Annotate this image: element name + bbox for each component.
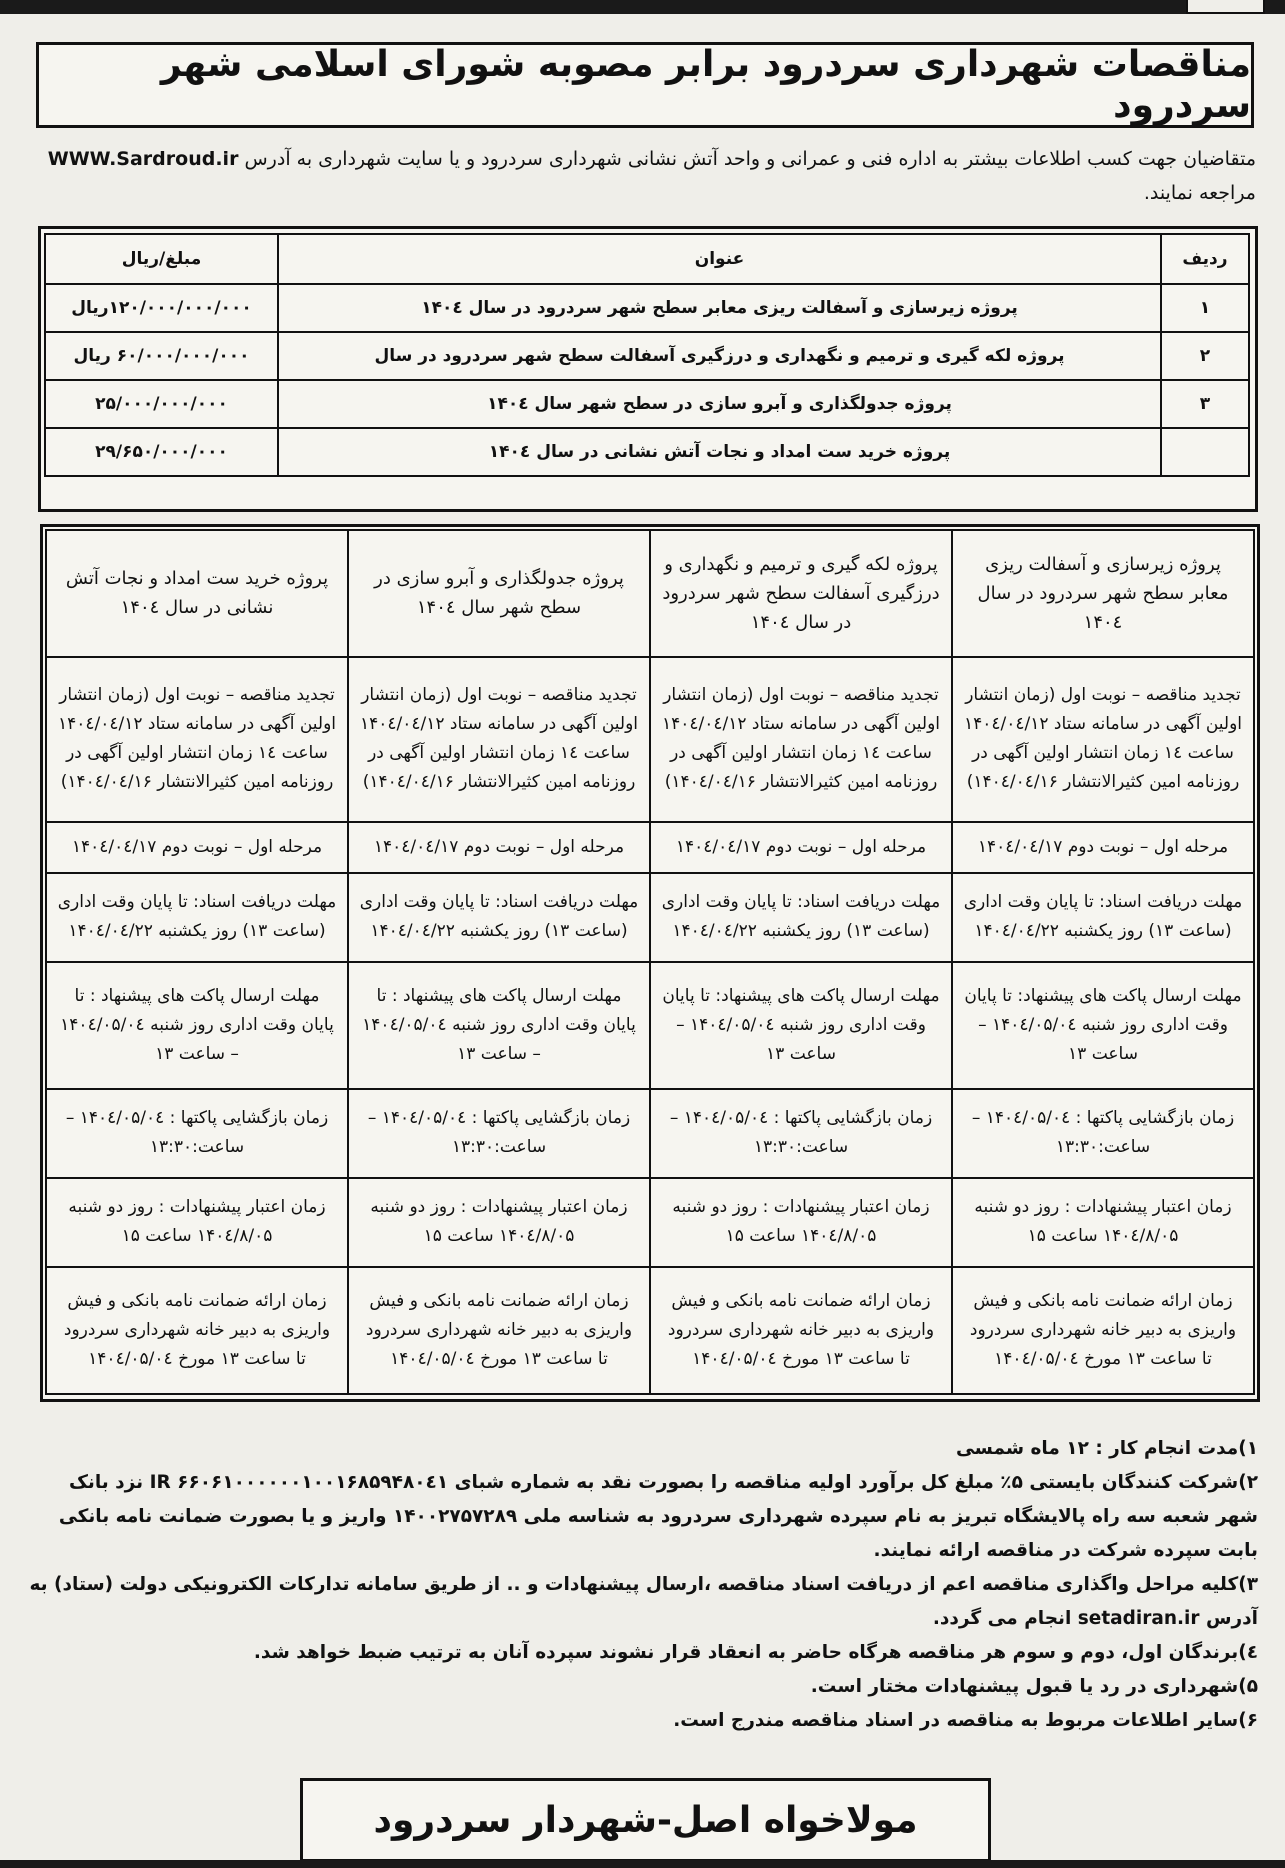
schedule-cell: زمان بازگشایی پاکتها : ۱۴۰٤/۰۵/۰٤ – ساعت:۱۳:۳۰	[650, 1089, 952, 1178]
schedule-cell: مهلت ارسال پاکت های پیشنهاد : تا پایان وقت اداری روز شنبه ۱۴۰٤/۰۵/۰٤ – ساعت ۱۳	[46, 962, 348, 1089]
intro-text-end: مراجعه نمایند.	[1143, 182, 1256, 204]
setad-link[interactable]: setadiran.ir	[1077, 1608, 1200, 1629]
note-setad-end: انجام می گردد.	[932, 1608, 1072, 1629]
schedule-cell: زمان ارائه ضمانت نامه بانکی و فیش واریزی به دبیر خانه شهرداری سردرود تا ساعت ۱۳ مورخ ۱۴۰٤/۰۵/۰٤	[46, 1267, 348, 1394]
row-amount: ۲۹/۶۵۰/۰۰۰/۰۰۰	[45, 428, 278, 476]
schedule-row-document-deadline	[46, 873, 1254, 962]
schedule-cell: مرحله اول – نوبت دوم ۱۴۰٤/۰٤/۱۷	[46, 822, 348, 873]
schedule-cell: زمان ارائه ضمانت نامه بانکی و فیش واریزی به دبیر خانه شهرداری سردرود تا ساعت ۱۳ مورخ ۱۴۰٤/۰۵/۰٤	[952, 1267, 1254, 1394]
signature-box	[300, 1778, 991, 1862]
top-border-strip	[0, 0, 1285, 14]
row-title: پروژه خرید ست امداد و نجات آتش نشانی در سال ۱۴۰٤	[278, 428, 1161, 476]
schedule-row-project	[46, 530, 1254, 657]
schedule-table	[45, 529, 1255, 1395]
schedule-cell: زمان اعتبار پیشنهادات : روز دو شنبه ۱۴۰٤/۸/۰۵ ساعت ۱۵	[650, 1178, 952, 1267]
schedule-cell: مهلت ارسال پاکت های پیشنهاد : تا پایان وقت اداری روز شنبه ۱۴۰٤/۰۵/۰٤ – ساعت ۱۳	[348, 962, 650, 1089]
row-amount: ۲۵/۰۰۰/۰۰۰/۰۰۰	[45, 380, 278, 428]
row-title: پروژه جدولگذاری و آبرو سازی در سطح شهر سال ۱۴۰٤	[278, 380, 1161, 428]
schedule-cell: زمان اعتبار پیشنهادات : روز دو شنبه ۱۴۰٤/۸/۰۵ ساعت ۱۵	[952, 1178, 1254, 1267]
note-setad	[28, 1568, 1258, 1636]
row-number: ۲	[1161, 332, 1249, 380]
row-title: پروژه زیرسازی و آسفالت ریزی معابر سطح شهر سردرود در سال ۱۴۰٤	[278, 284, 1161, 332]
schedule-cell: تجدید مناقصه – نوبت اول (زمان انتشار اولین آگهی در سامانه ستاد ۱۴۰٤/۰٤/۱۲ ساعت ۱٤ زمان انتشار اولین آگهی در روزنامه امین کثیرالانتشار ۱۴۰٤/۰٤/۱۶)	[952, 657, 1254, 822]
row-number	[1161, 428, 1249, 476]
schedule-cell: مرحله اول – نوبت دوم ۱۴۰٤/۰٤/۱۷	[348, 822, 650, 873]
row-title: پروژه لکه گیری و ترمیم و نگهداری و درزگیری آسفالت سطح شهر سردرود در سال	[278, 332, 1161, 380]
row-amount: ۶۰/۰۰۰/۰۰۰/۰۰۰ ریال	[45, 332, 278, 380]
header-amount: مبلغ/ریال	[45, 234, 278, 284]
note-deposit: ۲)شرکت کنندگان بایستی ۵٪ مبلغ کل برآورد اولیه مناقصه را بصورت نقد به شماره شبای IR ۶۶۰۶۱۰۰۰۰۰۰۱۰۰۱۶۸۵۹۴۸۰٤۱ نزد بانک شهر شعبه سه راه پالایشگاه تبریز به نام سپرده شهرداری سردرود به شناسه ملی ۱۴۰۰۲۷۵۷۲۸۹ واریز و یا بصورت ضمانت نامه بانکی بابت سپرده شرکت در مناقصه ارائه نمایند.	[58, 1472, 1258, 1561]
schedule-cell: تجدید مناقصه – نوبت اول (زمان انتشار اولین آگهی در سامانه ستاد ۱۴۰٤/۰٤/۱۲ ساعت ۱٤ زمان انتشار اولین آگهی در روزنامه امین کثیرالانتشار ۱۴۰٤/۰٤/۱۶)	[650, 657, 952, 822]
schedule-cell: مهلت دریافت اسناد: تا پایان وقت اداری (ساعت ۱۳) روز یکشنبه ۱۴۰٤/۰٤/۲۲	[348, 873, 650, 962]
schedule-cell: پروژه زیرسازی و آسفالت ریزی معابر سطح شهر سردرود در سال ۱۴۰٤	[952, 530, 1254, 657]
table-row	[45, 284, 1249, 332]
schedule-cell: مهلت دریافت اسناد: تا پایان وقت اداری (ساعت ۱۳) روز یکشنبه ۱۴۰٤/۰٤/۲۲	[46, 873, 348, 962]
schedule-cell: زمان ارائه ضمانت نامه بانکی و فیش واریزی به دبیر خانه شهرداری سردرود تا ساعت ۱۳ مورخ ۱۴۰٤/۰۵/۰٤	[348, 1267, 650, 1394]
schedule-cell: زمان اعتبار پیشنهادات : روز دو شنبه ۱۴۰٤/۸/۰۵ ساعت ۱۵	[348, 1178, 650, 1267]
table-row	[45, 428, 1249, 476]
note-setad-text: ۳)کلیه مراحل واگذاری مناقصه اعم از دریافت اسناد مناقصه ،ارسال پیشنهادات و .. از طریق سامانه تدارکات الکترونیکی دولت (ستاد) به آدرس	[29, 1574, 1258, 1629]
schedule-table-frame	[40, 524, 1260, 1402]
note-winners: ٤)برندگان اول، دوم و سوم هر مناقصه هرگاه حاضر به انعقاد قرار نشوند سپرده آنان به ترتیب ضبط خواهد شد.	[253, 1642, 1258, 1663]
schedule-cell: زمان بازگشایی پاکتها : ۱۴۰٤/۰۵/۰٤ – ساعت:۱۳:۳۰	[348, 1089, 650, 1178]
summary-table-header	[45, 234, 1249, 284]
schedule-cell: مرحله اول – نوبت دوم ۱۴۰٤/۰٤/۱۷	[952, 822, 1254, 873]
schedule-cell: زمان اعتبار پیشنهادات : روز دو شنبه ۱۴۰٤/۸/۰۵ ساعت ۱۵	[46, 1178, 348, 1267]
title-box	[36, 42, 1254, 128]
schedule-row-opening-time	[46, 1089, 1254, 1178]
schedule-cell: تجدید مناقصه – نوبت اول (زمان انتشار اولین آگهی در سامانه ستاد ۱۴۰٤/۰٤/۱۲ ساعت ۱٤ زمان انتشار اولین آگهی در روزنامه امین کثیرالانتشار ۱۴۰٤/۰٤/۱۶)	[46, 657, 348, 822]
schedule-cell: زمان ارائه ضمانت نامه بانکی و فیش واریزی به دبیر خانه شهرداری سردرود تا ساعت ۱۳ مورخ ۱۴۰٤/۰۵/۰٤	[650, 1267, 952, 1394]
schedule-cell: مهلت دریافت اسناد: تا پایان وقت اداری (ساعت ۱۳) روز یکشنبه ۱۴۰٤/۰٤/۲۲	[650, 873, 952, 962]
summary-table-frame	[38, 226, 1258, 512]
schedule-cell: مهلت ارسال پاکت های پیشنهاد: تا پایان وقت اداری روز شنبه ۱۴۰٤/۰۵/۰٤ – ساعت ۱۳	[952, 962, 1254, 1089]
schedule-cell: پروژه خرید ست امداد و نجات آتش نشانی در سال ۱۴۰٤	[46, 530, 348, 657]
row-number: ۳	[1161, 380, 1249, 428]
bottom-border-strip	[0, 1860, 1285, 1868]
schedule-cell: تجدید مناقصه – نوبت اول (زمان انتشار اولین آگهی در سامانه ستاد ۱۴۰٤/۰٤/۱۲ ساعت ۱٤ زمان انتشار اولین آگهی در روزنامه امین کثیرالانتشار ۱۴۰٤/۰٤/۱۶)	[348, 657, 650, 822]
table-row	[45, 332, 1249, 380]
note-duration: ۱)مدت انجام کار : ۱۲ ماه شمسی	[955, 1438, 1258, 1459]
schedule-row-guarantee	[46, 1267, 1254, 1394]
summary-table	[44, 233, 1250, 477]
schedule-cell: پروژه لکه گیری و ترمیم و نگهداری و درزگیری آسفالت سطح شهر سردرود در سال ۱۴۰٤	[650, 530, 952, 657]
schedule-row-submission-deadline	[46, 962, 1254, 1089]
schedule-row-second-round	[46, 822, 1254, 873]
website-link[interactable]: WWW.Sardroud.ir	[47, 148, 239, 170]
intro-paragraph	[30, 142, 1256, 210]
schedule-cell: مهلت ارسال پاکت های پیشنهاد: تا پایان وقت اداری روز شنبه ۱۴۰٤/۰۵/۰٤ – ساعت ۱۳	[650, 962, 952, 1089]
page-title: مناقصات شهرداری سردرود برابر مصوبه شورای اسلامی شهر سردرود	[160, 44, 1251, 126]
schedule-row-validity	[46, 1178, 1254, 1267]
intro-text: متقاضیان جهت کسب اطلاعات بیشتر به اداره فنی و عمرانی و واحد آتش نشانی شهرداری سردرود و یا سایت شهرداری به آدرس	[244, 148, 1256, 170]
note-rejection: ۵)شهرداری در رد یا قبول پیشنهادات مختار است.	[810, 1676, 1258, 1697]
row-number: ۱	[1161, 284, 1249, 332]
schedule-cell: مرحله اول – نوبت دوم ۱۴۰٤/۰٤/۱۷	[650, 822, 952, 873]
corner-tab	[1186, 0, 1265, 14]
notes-section	[28, 1432, 1258, 1738]
row-amount: ۱۲۰/۰۰۰/۰۰۰/۰۰۰ریال	[45, 284, 278, 332]
schedule-cell: پروژه جدولگذاری و آبرو سازی در سطح شهر سال ۱۴۰٤	[348, 530, 650, 657]
schedule-cell: زمان بازگشایی پاکتها : ۱۴۰٤/۰۵/۰٤ – ساعت:۱۳:۳۰	[952, 1089, 1254, 1178]
schedule-row-publication	[46, 657, 1254, 822]
schedule-cell: زمان بازگشایی پاکتها : ۱۴۰٤/۰۵/۰٤ – ساعت:۱۳:۳۰	[46, 1089, 348, 1178]
schedule-cell: مهلت دریافت اسناد: تا پایان وقت اداری (ساعت ۱۳) روز یکشنبه ۱۴۰٤/۰٤/۲۲	[952, 873, 1254, 962]
mayor-signature: مولاخواه اصل-شهردار سردرود	[373, 1799, 918, 1841]
header-row-number: ردیف	[1161, 234, 1249, 284]
header-title: عنوان	[278, 234, 1161, 284]
table-row	[45, 380, 1249, 428]
note-other-info: ۶)سایر اطلاعات مربوط به مناقصه در اسناد مناقصه مندرج است.	[673, 1710, 1258, 1731]
